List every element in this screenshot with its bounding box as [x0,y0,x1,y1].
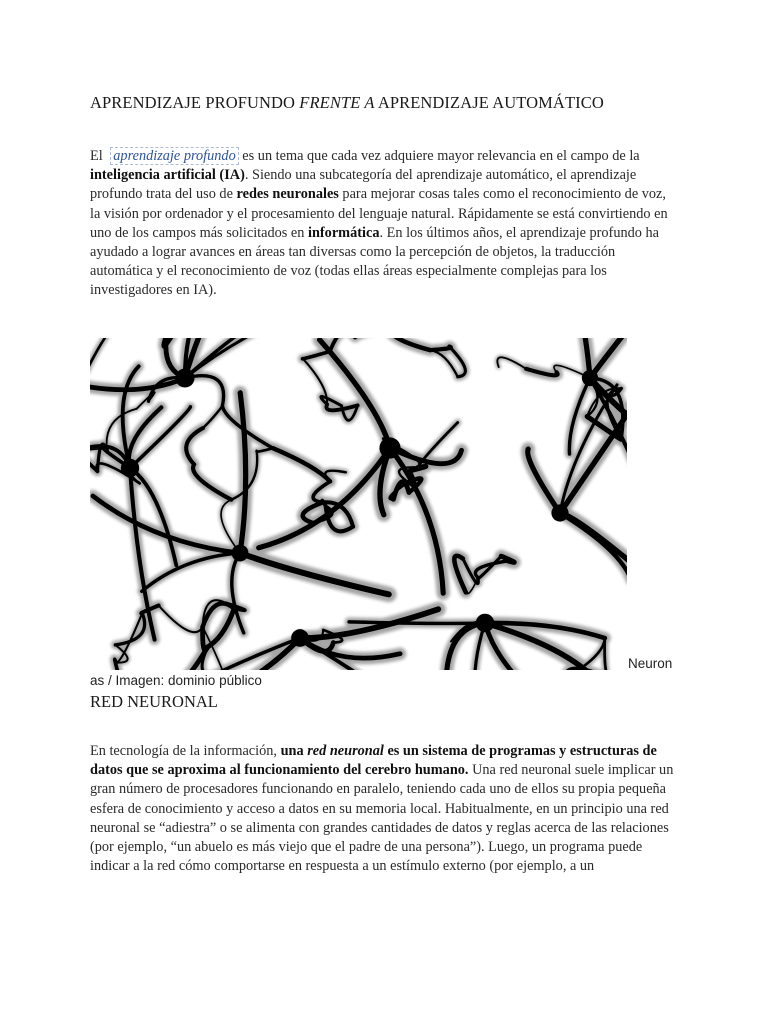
neuron-network-image [90,338,627,670]
intro-text-4: . En los últimos años, el aprendizaje profundo ha ayudado a lograr avances en áreas tan diversas como la percepción de objetos, la traducción automática y el reconocimiento de voz (todas ellas áreas especialmente complejas para los investigadores en IA). [90,224,659,299]
neuron-soma [582,370,598,386]
neuron-soma [175,368,194,387]
section-bold-italic: red neuronal [307,743,384,759]
neuron-network-drawing [90,338,627,670]
section-title: RED NEURONAL [90,692,218,711]
neuron-soma [551,504,568,521]
intro-paragraph [90,147,678,301]
section-bold-1: una [280,743,308,759]
neuron-fiber [349,622,485,624]
neuron-soma [476,614,495,633]
section-bold-2: es un sistema de programas y estructuras de datos que se aproxima al funcionamiento del cerebro humano. [90,743,657,779]
document-title [90,93,604,113]
intro-text-0: El [90,148,107,164]
intro-text-1: es un tema que cada vez adquiere mayor relevancia en el campo de la [238,148,640,164]
intro-text-3: para mejorar cosas tales como el reconocimiento de voz, la visión por ordenador y el procesamiento del lenguaje natural. Rápidamente se está convirtiendo en uno de los campos más solicitados en [90,186,668,241]
image-caption-line2: as / Imagen: dominio público [90,673,262,688]
title-part2: APRENDIZAJE AUTOMÁTICO [374,93,604,112]
section-text-0: En tecnología de la información, [90,743,281,759]
neuron-soma [379,437,400,458]
title-part1: APRENDIZAJE PROFUNDO [90,93,300,112]
neuron-soma [291,629,309,647]
neuron-soma [121,459,139,477]
intro-bold-neural-networks: redes neuronales [236,186,339,203]
deep-learning-link[interactable]: aprendizaje profundo [110,147,238,165]
title-italic: FRENTE A [299,93,375,112]
neural-network-paragraph [90,742,678,876]
intro-bold-informatics: informática [308,224,380,241]
intro-text-2: . Siendo una subcategoría del aprendizaje automático, el aprendizaje profundo trata del uso de [90,167,637,203]
neuron-soma [232,545,249,562]
intro-bold-ai: inteligencia artificial (IA) [90,167,245,184]
section-text-1: Una red neuronal suele implicar un gran número de procesadores funcionando en paralelo, teniendo cada uno de ellos su propia pequeña esfera de conocimiento y acceso a datos en su memoria local. Habitualmente, en un principio una red neuronal se “adiestra” o se alimenta con grandes cantidades de datos y reglas acerca de las relaciones (por ejemplo, “un abuelo es más viejo que el padre de una persona”). Luego, un programa puede indicar a la red cómo comportarse en respuesta a un estímulo externo (por ejemplo, a un [90,762,674,875]
image-caption-line1: Neuron [628,656,673,671]
